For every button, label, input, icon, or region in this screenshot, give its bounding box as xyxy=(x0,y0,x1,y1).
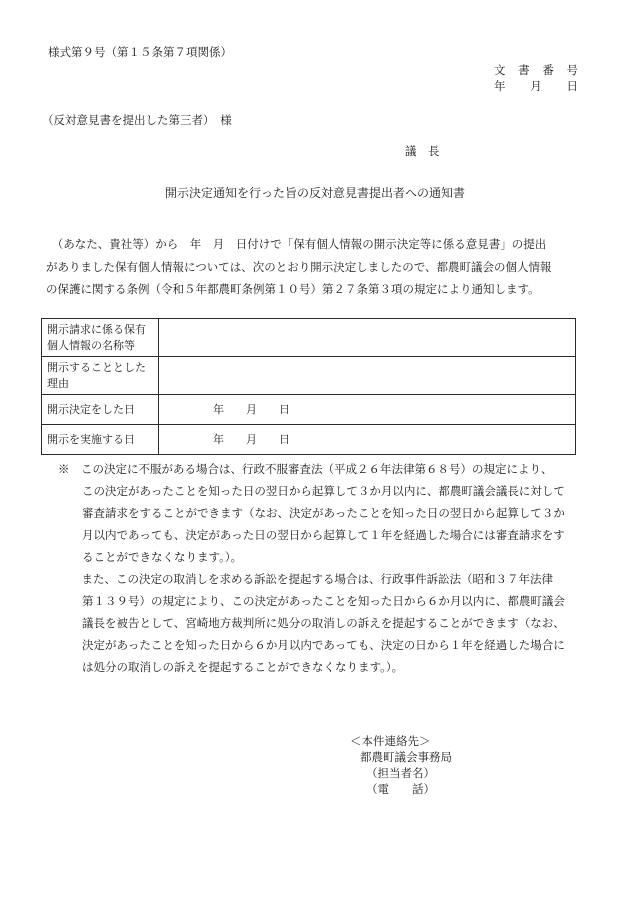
implementation-date-value xyxy=(159,425,576,455)
row-label-line: 開示請求に係る保有 xyxy=(47,322,146,336)
document-number-label: 文 書 番 号 xyxy=(494,63,578,77)
body-line: がありました保有個人情報については、次のとおり開示決定しましたので、都農町議会の個人情報 xyxy=(46,259,552,274)
document-date-label: 年 月 日 xyxy=(494,79,578,93)
contact-person: （担当者名） xyxy=(366,766,435,780)
contact-phone: （電 話） xyxy=(366,782,435,796)
row-value xyxy=(159,319,576,357)
row-label-line: 開示を実施する日 xyxy=(47,432,135,446)
row-label xyxy=(42,425,159,455)
row-label-line: 個人情報の名称等 xyxy=(47,338,135,352)
row-label-line: 開示することとした xyxy=(47,360,146,374)
body-line: （あなた、貴社等）から 年 月 日付けで「保有個人情報の開示決定等に係る意見書」の提出 xyxy=(46,237,547,251)
row-value xyxy=(159,357,576,395)
document-meta xyxy=(494,62,578,94)
note-line: は処分の取消しの訴えを提起することができなくなります。）。 xyxy=(82,660,404,674)
note-line: この決定があったことを知った日の翌日から起算して３か月以内に、都農町議会議長に対して xyxy=(82,484,565,498)
note-line: ※ この決定に不服がある場合は、行政不服審査法（平成２６年法律第６８号）の規定により、 xyxy=(58,462,553,476)
note-line: 月以内であっても、決定があった日の翌日から起算して１年を経過した場合には審査請求をす xyxy=(82,528,565,542)
note-line: 決定があったことを知った日から６か月以内であっても、決定の日から１年を経過した場合に xyxy=(82,638,565,652)
table-row xyxy=(42,425,576,455)
contact-block xyxy=(350,733,452,797)
body-paragraph xyxy=(46,233,552,301)
note-line: また、この決定の取消しを求める訴訟を提起する場合は、行政事件訴訟法（昭和３７年法律 xyxy=(70,572,553,586)
contact-office: 都農町議会事務局 xyxy=(360,750,452,764)
addressee: （反対意見書を提出した第三者） 様 xyxy=(42,113,232,127)
disclosure-info-table xyxy=(41,318,576,455)
body-line: の保護に関する条例（令和５年都農町条例第１０号）第２７条第３項の規定により通知します。 xyxy=(46,282,540,296)
row-label xyxy=(42,395,159,425)
row-label-line: 開示決定をした日 xyxy=(47,402,135,416)
note-line: 議長を被告として、宮崎地方裁判所に処分の取消しの訴えを提起することができます（なお、 xyxy=(82,616,565,630)
date-placeholder: 年 月 日 xyxy=(213,402,290,416)
date-placeholder: 年 月 日 xyxy=(213,432,290,446)
note-line: 審査請求をすることができます（なお、決定があったことを知った日の翌日から起算して３か xyxy=(82,506,565,520)
table-row xyxy=(42,319,576,357)
form-number: 様式第９号（第１５条第７項関係） xyxy=(48,45,232,59)
table-row xyxy=(42,395,576,425)
note-line: ることができなくなります。）。 xyxy=(82,550,243,564)
row-label xyxy=(42,357,159,395)
sender: 議 長 xyxy=(405,144,440,158)
table-row xyxy=(42,357,576,395)
document-title: 開示決定通知を行った旨の反対意見書提出者への通知書 xyxy=(164,186,465,200)
decision-date-value xyxy=(159,395,576,425)
row-label-line: 理由 xyxy=(47,376,69,390)
note-line: 第１３９号）の規定により、この決定があったことを知った日から６か月以内に、都農町議会 xyxy=(82,594,565,608)
notes-section xyxy=(58,458,565,678)
contact-heading: ＜本件連絡先＞ xyxy=(350,734,431,748)
row-label xyxy=(42,319,159,357)
